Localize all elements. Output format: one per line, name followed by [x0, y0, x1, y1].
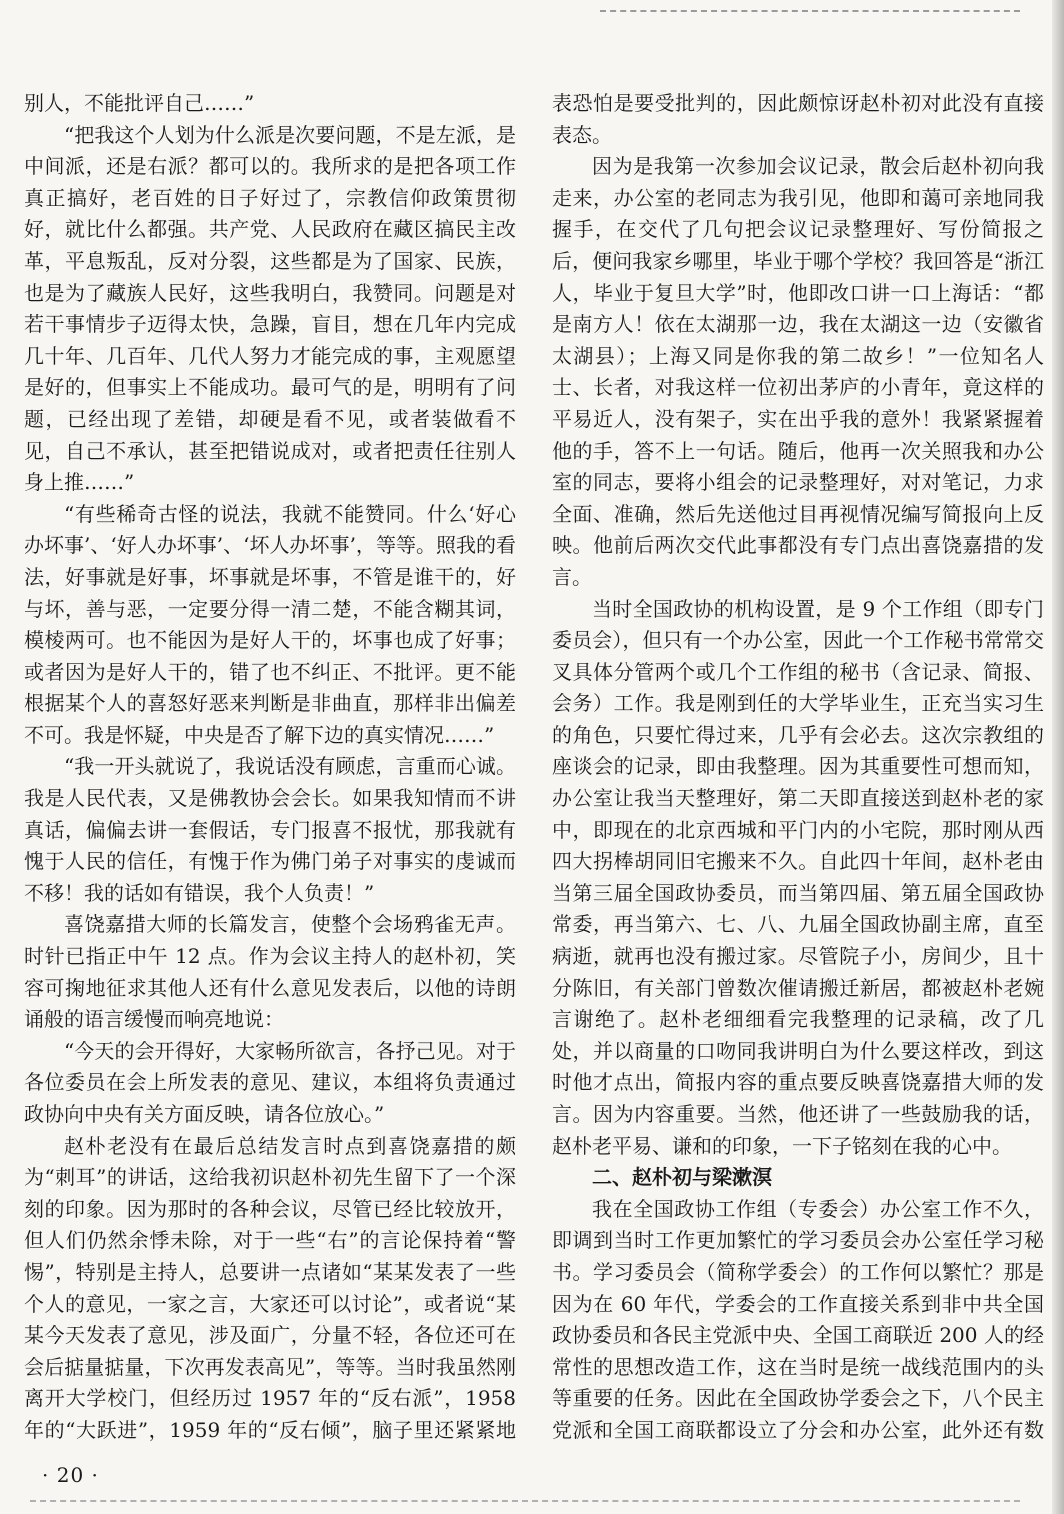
left-column	[24, 88, 516, 1448]
paragraph: “今天的会开得好，大家畅所欲言，各抒己见。对于各位委员在会上所发表的意见、建议，本组将负责通过政协向中央有关方面反映，请各位放心。”	[24, 1038, 516, 1126]
paragraph: 因为是我第一次参加会议记录，散会后赵朴初向我走来，办公室的老同志为我引见，他即和蔼可亲地同我握手，在交代了几句把会议记录整理好、写份简报之后，便问我家乡哪里，毕业于哪个学校？我回答是“浙江人，毕业于复旦大学”时，他即改口讲一口上海话：“都是南方人！依在太湖那一边，我在太湖这一边（安徽省太湖县）；上海又同是你我的第二故乡！”一位知名人士、长者，对我这样一位初出茅庐的小青年，竟这样的平易近人，没有架子，实在出乎我的意外！我紧紧握着他的手，答不上一句话。随后，他再一次关照我和办公室的同志，要将小组会的记录整理好，对对笔记，力求全面、准确，然后先送他过目再视情况编写简报向上反映。他前后两次交代此事都没有专门点出喜饶嘉措的发言。	[552, 154, 1044, 589]
right-column	[552, 88, 1044, 1448]
paragraph: 别人，不能批评自己……”	[24, 91, 255, 115]
paragraph: 当时全国政协的机构设置，是 9 个工作组（即专门委员会），但只有一个办公室，因此一个工作秘书常常交叉具体分管两个或几个工作组的秘书（含记录、简报、会务）工作。我是刚到任的大学毕业生，正充当实习生的角色，只要忙得过来，几乎有会必去。这次宗教组的座谈会的记录，即由我整理。因为其重要性可想而知，办公室让我当天整理好，第二天即直接送到赵朴老的家中，即现在的北京西城和平门内的小宅院，那时刚从西四大拐棒胡同旧宅搬来不久。自此四十年间，赵朴老由当第三届全国政协委员，而当第四届、第五届全国政协常委，再当第六、七、八、九届全国政协副主席，直至病逝，就再也没有搬过家。尽管院子小，房间少，且十分陈旧，有关部门曾数次催请搬迁新居，都被赵朴老婉言谢绝了。赵朴老细细看完我整理的记录稿，改了几处，并以商量的口吻同我讲明白为什么要这样改，到这时他才点出，简报内容的重点要反映喜饶嘉措大师的发言。因为内容重要。当然，他还讲了一些鼓励我的话，赵朴老平易、谦和的印象，一下子铭刻在我的心中。	[552, 596, 1044, 1158]
paragraph: “把我这个人划为什么派是次要问题，不是左派，是中间派，还是右派？都可以的。我所求的是把各项工作真正搞好，老百姓的日子好过了，宗教信仰政策贯彻好，就比什么都强。共产党、人民政府在藏区搞民主改革，平息叛乱，反对分裂，这些都是为了国家、民族，也是为了藏族人民好，这些我明白，我赞同。问题是对若干事情步子迈得太快，急躁，盲目，想在几年内完成几十年、几百年、几代人努力才能完成的事，主观愿望是好的，但事实上不能成功。最可气的是，明明有了问题，已经出现了差错，却硬是看不见，或者装做看不见，自己不承认，甚至把错说成对，或者把责任往别人身上推……”	[24, 122, 516, 495]
paragraph: 赵朴老没有在最后总结发言时点到喜饶嘉措的颇为“刺耳”的讲话，这给我初识赵朴初先生留下了一个深刻的印象。因为那时的各种会议，尽管已经比较放开，但人们仍然余悸未除，对于一些“右”的言论保持着“警惕”，特别是主持人，总要讲一点诸如“某某发表了一些个人的意见，一家之言，大家还可以讨论”，或者说“某某今天发表了意见，涉及面广，分量不轻，各位还可在会后掂量掂量，下次再发表高见”，等等。当时我虽然刚离开大学校门，但经历过 1957 年的“反右派”，1958 年的“大跃进”，1959 年的“反右倾”，脑子里还紧紧地	[24, 1133, 516, 1442]
paragraph: “我一开头就说了，我说话没有顾虑，言重而心诚。我是人民代表，又是佛教协会会长。如果我知情而不讲真话，偏偏去讲一套假话，专门报喜不报忧，那我就有愧于人民的信任，有愧于作为佛门弟子对事实的虔诚而不移！我的话如有错误，我个人负责！”	[24, 754, 516, 905]
bottom-edge-dash	[30, 1500, 1020, 1502]
page-edge-shadow	[1052, 0, 1064, 1514]
paragraph: 我在全国政协工作组（专委会）办公室工作不久，即调到当时工作更加繁忙的学习委员会办公室任学习秘书。学习委员会（简称学委会）的工作何以繁忙？那是因为在 60 年代，学委会的工作直接关系到非中共全国政协委员和各民主党派中央、全国工商联近 200 人的经常性的思想改造工作，这在当时是统一战线范围内的头等重要的任务。因此在全国政协学委会之下，八个民主党派和全国工商联都设立了分会和办公室，此外还有数	[552, 1196, 1044, 1442]
page-number: · 20 ·	[42, 1463, 99, 1487]
paragraph: “有些稀奇古怪的说法，我就不能赞同。什么‘好心办坏事’、‘好人办坏事’、‘坏人办坏事’，等等。照我的看法，好事就是好事，坏事就是坏事，不管是谁干的，好与坏，善与恶，一定要分得一清二楚，不能含糊其词，模棱两可。也不能因为是好人干的，坏事也成了好事；或者因为是好人干的，错了也不纠正、不批评。更不能根据某个人的喜怒好恶来判断是非曲直，那样非出偏差不可。我是怀疑，中央是否了解下边的真实情况……”	[24, 501, 516, 747]
paragraph: 喜饶嘉措大师的长篇发言，使整个会场鸦雀无声。时针已指正中午 12 点。作为会议主持人的赵朴初，笑容可掬地征求其他人还有什么意见发表后，以他的诗朗诵般的语言缓慢而响亮地说：	[24, 912, 516, 1032]
paragraph: 表恐怕是要受批判的，因此颇惊讶赵朴初对此没有直接表态。	[552, 91, 1044, 147]
section-heading: 二、赵朴初与梁漱溟	[592, 1165, 772, 1190]
top-edge-dash	[600, 10, 1020, 12]
